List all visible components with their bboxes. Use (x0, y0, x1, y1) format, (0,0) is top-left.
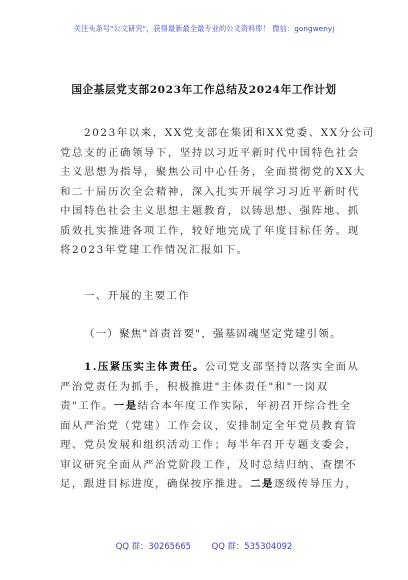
para-line (60, 475, 358, 495)
intro-line: 将2023年党建工作情况汇报如下。 (60, 244, 249, 256)
para-line: 理、党员发展和组织活动工作；每半年召开专题支委会， (60, 439, 358, 451)
intro-line: 和二十届历次全会精神，深入扎实开展学习习近平新时代 (60, 185, 360, 198)
top-banner: 关注头条号"公文研究"，获得最新最全最专业的公文资料库！ 微信：gongwenyj (73, 24, 335, 33)
bold-marker: 二是 (250, 478, 275, 490)
document-title: 国企基层党支部2023年工作总结及2024年工作计划 (71, 84, 337, 96)
intro-line: 2023年以来，XX党支部在集团和XX党委、XX分公司 (84, 127, 375, 139)
footer-qq-group-2: QQ 群：535304092 (211, 541, 293, 551)
footer-contacts (0, 540, 408, 552)
section-heading: 一、开展的主要工作 (84, 290, 191, 302)
para-text: 结合本年度工作实际，年初召开综合性全 (137, 400, 352, 412)
intro-line: 党总支的正确领导下，坚持以习近平新时代中国特色社会 (60, 146, 360, 159)
intro-line: 质效扎实推进各项工作，较好地完成了年度目标任务。现 (60, 224, 360, 237)
para-text: 足，跟进目标进度，确保按序推进。 (60, 478, 251, 490)
bold-marker: 一是 (113, 400, 138, 412)
footer-qq-group-1: QQ 群：30265665 (115, 541, 191, 551)
subsection-heading: （一）聚焦"首责首要"，强基固魂坚定党建引领。 (84, 328, 342, 340)
para-line: 审议研究全面从严治党阶段工作，及时总结归纳、查摆不 (60, 458, 358, 471)
para-text: 责"工作。 (60, 400, 114, 412)
responsibility-paragraph (60, 358, 360, 495)
para-line: 严治党责任为抓手，积极推进"主体责任"和"一岗双 (60, 380, 329, 393)
para-text: 公司党支部坚持以落实全面从 (204, 361, 360, 373)
intro-paragraph (60, 124, 375, 261)
para-line (60, 397, 352, 417)
bold-lead: 1.压紧压实主体责任。 (84, 361, 205, 373)
intro-line: 主义思想为指导，聚焦公司中心任务，全面贯彻党的XX大 (60, 166, 366, 178)
para-text: 逐级传导压力， (274, 478, 358, 490)
para-line (60, 358, 360, 378)
para-line: 面从严治党（党建）工作会议，安排制定全年党员教育管 (60, 419, 358, 432)
intro-line: 中国特色社会主义思想主题教育，以铸思想、强阵地、抓 (60, 205, 360, 217)
